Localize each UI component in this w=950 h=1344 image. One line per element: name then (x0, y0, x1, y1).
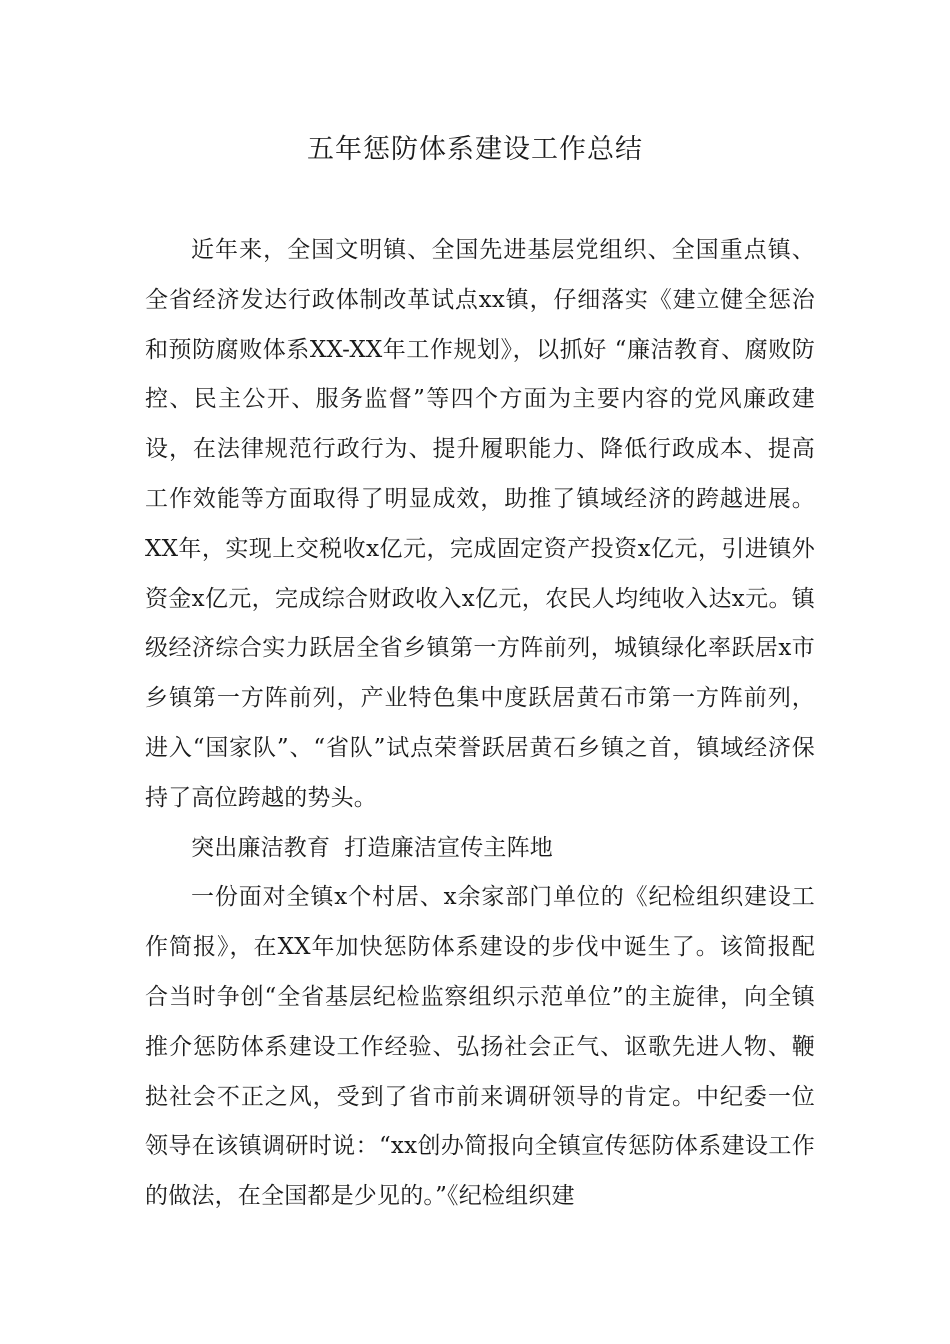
document-body (145, 226, 815, 1222)
section-heading-part-1: 突出廉洁教育 (191, 834, 331, 861)
paragraph-bulletin: 一份面对全镇x个村居、x余家部门单位的《纪检组织建设工作简报》，在XX年加快惩防体系建设的步伐中诞生了。该简报配合当时争创“全省基层纪检监察组织示范单位”的主旋律，向全镇推介惩防体系建设工作经验、弘扬社会正气、讴歌先进人物、鞭挞社会不正之风，受到了省市前来调研领导的肯定。中纪委一位领导在该镇调研时说：“xx创办简报向全镇宣传惩防体系建设工作的做法，在全国都是少见的。”《纪检组织建 (145, 884, 815, 1210)
section-heading-part-2: 打造廉洁宣传主阵地 (344, 834, 554, 861)
paragraph-intro: 近年来，全国文明镇、全国先进基层党组织、全国重点镇、全省经济发达行政体制改革试点xx镇，仔细落实《建立健全惩治和预防腐败体系XX-XX年工作规划》，以抓好 “廉洁教育、腐败防控、民主公开、服务监督”等四个方面为主要内容的党风廉政建设，在法律规范行政行为、提升履职能力、降低行政成本、提高工作效能等方面取得了明显成效，助推了镇域经济的跨越进展。XX年，实现上交税收x亿元，完成固定资产投资x亿元，引进镇外资金x亿元，完成综合财政收入x亿元，农民人均纯收入达x元。镇级经济综合实力跃居全省乡镇第一方阵前列，城镇绿化率跃居x市乡镇第一方阵前列，产业特色集中度跃居黄石市第一方阵前列，进入“国家队”、“省队”试点荣誉跃居黄石乡镇之首，镇域经济保持了高位跨越的势头。 (145, 237, 815, 811)
section-heading (145, 824, 815, 874)
document-title: 五年惩防体系建设工作总结 (307, 134, 643, 165)
